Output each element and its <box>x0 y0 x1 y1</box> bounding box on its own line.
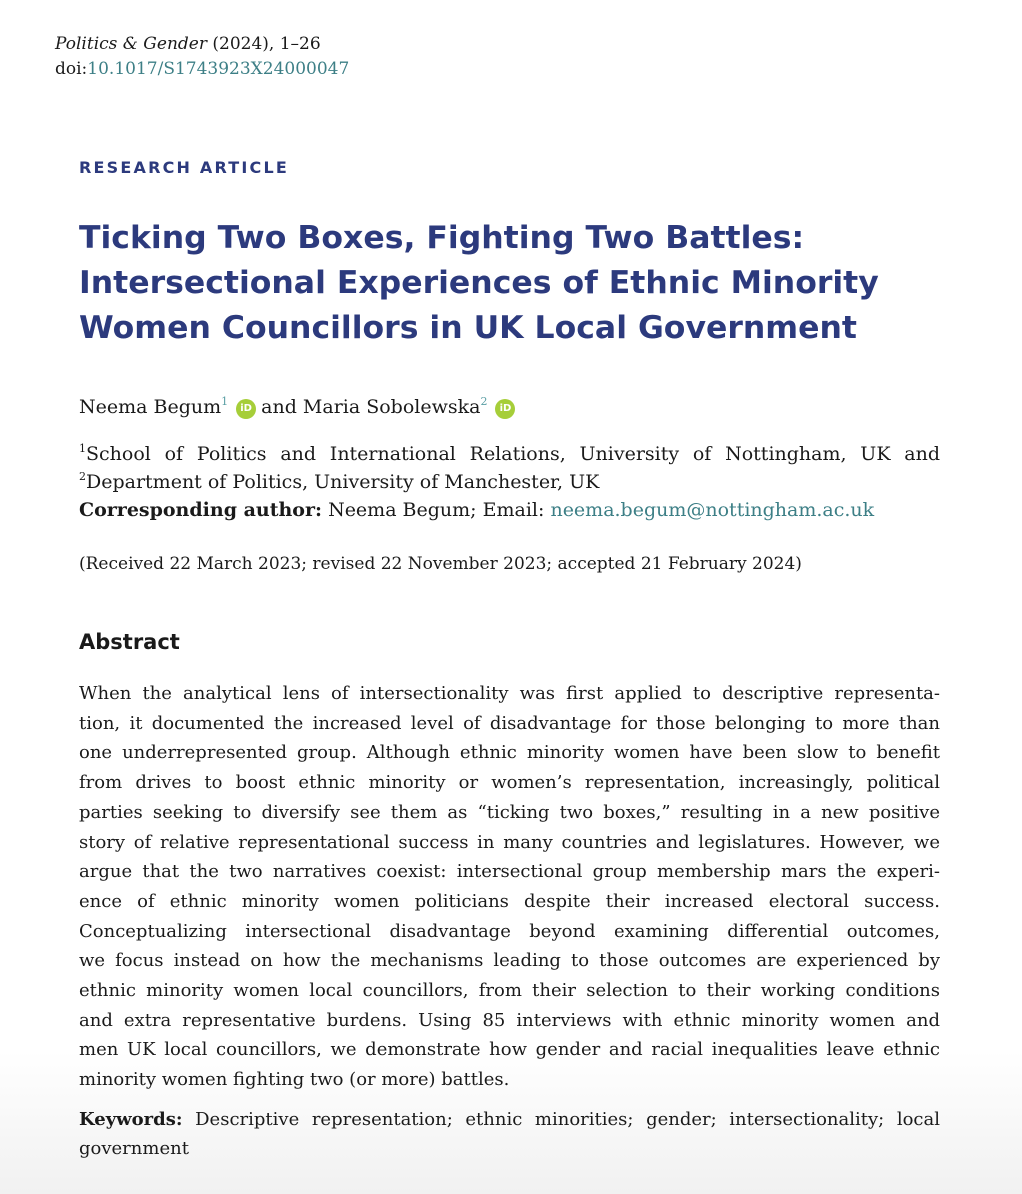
author-name[interactable]: Maria Sobolewska <box>302 396 481 418</box>
abstract-body <box>79 679 940 1095</box>
citation-pages: (2024), 1–26 <box>206 34 321 54</box>
abstract-line: parties seeking to diversify see them as “ticking two boxes,” resulting in a new positive <box>79 801 940 823</box>
author-list <box>79 394 520 420</box>
corresponding-author <box>79 496 940 524</box>
affiliation-marker[interactable]: 2 <box>480 395 488 408</box>
affiliation-line <box>79 468 940 496</box>
affiliation-number: 1 <box>79 442 86 455</box>
keywords-label: Keywords: <box>79 1109 183 1130</box>
affiliation-text: Department of Politics, University of Manchester, UK <box>86 471 600 493</box>
journal-citation <box>55 33 321 55</box>
abstract-line: from drives to boost ethnic minority or women’s representation, increasingly, political <box>79 772 940 794</box>
orcid-icon[interactable]: iD <box>236 399 256 419</box>
doi-link[interactable]: 10.1017/S1743923X24000047 <box>87 59 350 79</box>
doi-line <box>55 58 349 80</box>
affiliation-marker[interactable]: 1 <box>221 395 229 408</box>
abstract-line: tion, it documented the increased level of disadvantage for those belonging to more than <box>79 712 940 734</box>
abstract-line: When the analytical lens of intersectionality was first applied to descriptive representa- <box>79 683 940 704</box>
affiliation-number: 2 <box>79 470 86 483</box>
abstract-line: argue that the two narratives coexist: intersectional group membership mars the experi- <box>79 861 940 883</box>
abstract-line: men UK local councillors, we demonstrate how gender and racial inequalities leave ethnic <box>79 1039 940 1061</box>
author-name[interactable]: Neema Begum <box>79 396 222 418</box>
abstract-line: story of relative representational success in many countries and legislatures. However, we <box>79 831 940 853</box>
keywords-line: government <box>79 1138 189 1159</box>
author-joiner: and <box>261 396 297 418</box>
affiliation-line <box>79 440 940 468</box>
journal-name: Politics & Gender <box>55 34 207 54</box>
abstract-line: one underrepresented group. Although ethnic minority women have been slow to benefit <box>79 742 940 764</box>
affiliation-text: School of Politics and International Relations, University of Nottingham, UK and <box>86 443 940 465</box>
keywords-line <box>79 1105 940 1134</box>
abstract-line: ethnic minority women local councillors, from their selection to their working conditions <box>79 980 940 1002</box>
abstract-line: Conceptualizing intersectional disadvantage beyond examining differential outcomes, <box>79 920 940 942</box>
keywords <box>79 1105 940 1163</box>
doi-prefix: doi: <box>55 59 88 79</box>
title-line: Ticking Two Boxes, Fighting Two Battles: <box>79 220 805 256</box>
abstract-line: ence of ethnic minority women politicians despite their increased electoral success. <box>79 890 940 912</box>
title-line: Intersectional Experiences of Ethnic Minority <box>79 265 879 301</box>
corresponding-label: Corresponding author: <box>79 499 323 521</box>
orcid-icon[interactable]: iD <box>495 399 515 419</box>
keywords-text: Descriptive representation; ethnic minorities; gender; intersectionality; local <box>195 1109 940 1130</box>
abstract-line: minority women fighting two (or more) battles. <box>79 1069 510 1091</box>
title-line: Women Councillors in UK Local Government <box>79 310 857 346</box>
abstract-line: we focus instead on how the mechanisms leading to those outcomes are experienced by <box>79 950 940 972</box>
affiliations <box>79 440 940 524</box>
email-link[interactable]: neema.begum@nottingham.ac.uk <box>550 499 875 521</box>
received-dates: (Received 22 March 2023; revised 22 November 2023; accepted 21 February 2024) <box>79 554 802 574</box>
corresponding-text: Neema Begum; Email: <box>328 499 545 521</box>
abstract-heading: Abstract <box>79 630 180 654</box>
article-type-label: RESEARCH ARTICLE <box>79 158 290 177</box>
abstract-line: and extra representative burdens. Using 85 interviews with ethnic minority women and <box>79 1009 940 1031</box>
article-title <box>79 216 979 351</box>
